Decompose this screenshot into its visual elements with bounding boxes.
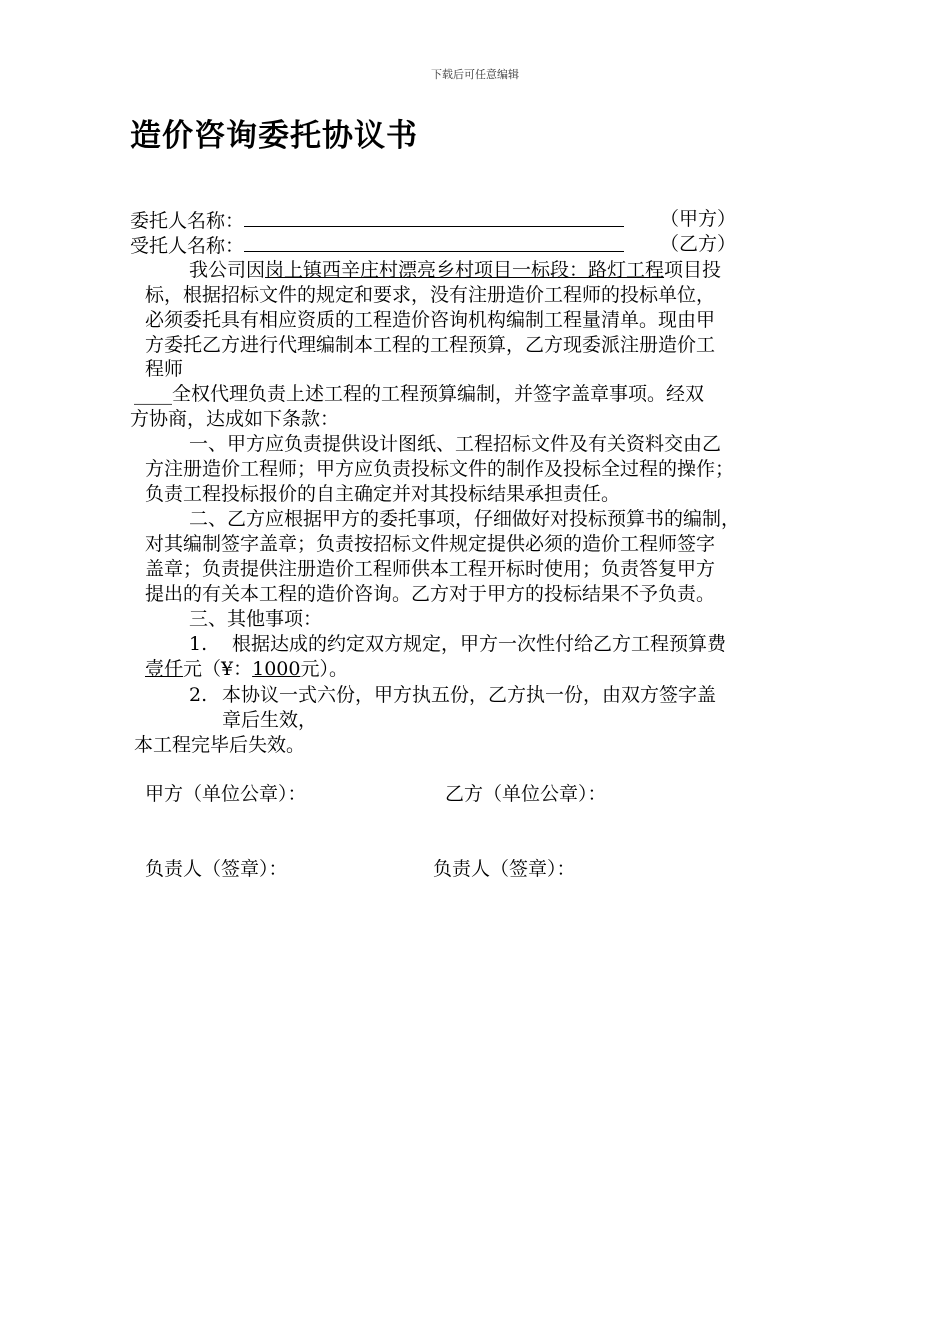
agent-name-blank	[244, 232, 624, 252]
client-row	[130, 207, 624, 233]
client-party: （甲方）	[660, 208, 737, 230]
party-b-rep: 负责人（签章）：	[433, 858, 576, 880]
client-label: 委托人名称：	[130, 210, 245, 232]
project-name: 岗上镇西辛庄村漂亮乡村项目一标段：路灯工程	[265, 259, 665, 281]
intro-line-6	[134, 382, 704, 406]
agent-party: （乙方）	[660, 233, 737, 255]
fee-amount-chinese: 壹仟	[145, 658, 184, 680]
clause3-item1-line-2	[145, 657, 348, 681]
clause2-line-3: 盖章；负责提供注册造价工程师供本工程开标时使用；负责答复甲方	[145, 558, 716, 580]
intro-line-4: 方委托乙方进行代理编制本工程的工程预算，乙方现委派注册造价工	[145, 334, 716, 356]
clause3-item2-num: 2.	[189, 684, 208, 706]
party-b-seal: 乙方（单位公章）：	[445, 783, 607, 805]
fee-text: 元）。	[300, 658, 348, 680]
clause2-line-1: 二、乙方应根据甲方的委托事项，仔细做好对投标预算书的编制，	[189, 508, 741, 530]
party-a-rep: 负责人（签章）：	[145, 858, 288, 880]
clause3-heading: 三、其他事项：	[189, 608, 323, 630]
agent-row	[130, 232, 624, 258]
intro-text: 全权代理负责上述工程的工程预算编制，并签字盖章事项。经双	[172, 383, 705, 405]
clause2-line-2: 对其编制签字盖章；负责按招标文件规定提供必须的造价工程师签字	[145, 533, 716, 555]
intro-line-5: 程师	[145, 358, 184, 380]
clause1-line-3: 负责工程投标报价的自主确定并对其投标结果承担责任。	[145, 483, 621, 505]
clause3-item2-line-1: 本协议一式六份，甲方执五份，乙方执一份，由双方签字盖	[222, 684, 717, 706]
intro-line-2: 标，根据招标文件的规定和要求，没有注册造价工程师的投标单位，	[145, 284, 716, 306]
intro-text: 我公司因	[189, 259, 266, 281]
clause3-item1-line-1: 根据达成的约定双方规定，甲方一次性付给乙方工程预算费	[232, 633, 727, 655]
engineer-blank: ____	[134, 383, 172, 405]
header-note: 下载后可任意编辑	[431, 68, 519, 81]
clause2-line-4: 提出的有关本工程的造价咨询。乙方对于甲方的投标结果不予负责。	[145, 583, 716, 605]
page-title: 造价咨询委托协议书	[130, 118, 418, 154]
client-name-blank	[244, 207, 624, 227]
intro-text: 项目投	[664, 259, 722, 281]
clause3-item2-line-2: 章后生效，	[222, 709, 318, 731]
party-a-seal: 甲方（单位公章）：	[145, 783, 307, 805]
intro-line-1	[189, 258, 721, 282]
clause1-line-2: 方注册造价工程师；甲方应负责投标文件的制作及投标全过程的操作；	[145, 458, 735, 480]
fee-text: 元（¥：	[183, 658, 253, 680]
clause3-item1-num: 1.	[189, 633, 208, 655]
intro-line-7: 方协商，达成如下条款：	[130, 408, 340, 430]
agent-label: 受托人名称：	[130, 235, 245, 257]
fee-amount: 1000	[252, 658, 301, 680]
intro-line-3: 必须委托具有相应资质的工程造价咨询机构编制工程量清单。现由甲	[145, 309, 716, 331]
clause3-item2-line-3: 本工程完毕后失效。	[134, 734, 306, 756]
clause1-line-1: 一、甲方应负责提供设计图纸、工程招标文件及有关资料交由乙	[189, 433, 722, 455]
